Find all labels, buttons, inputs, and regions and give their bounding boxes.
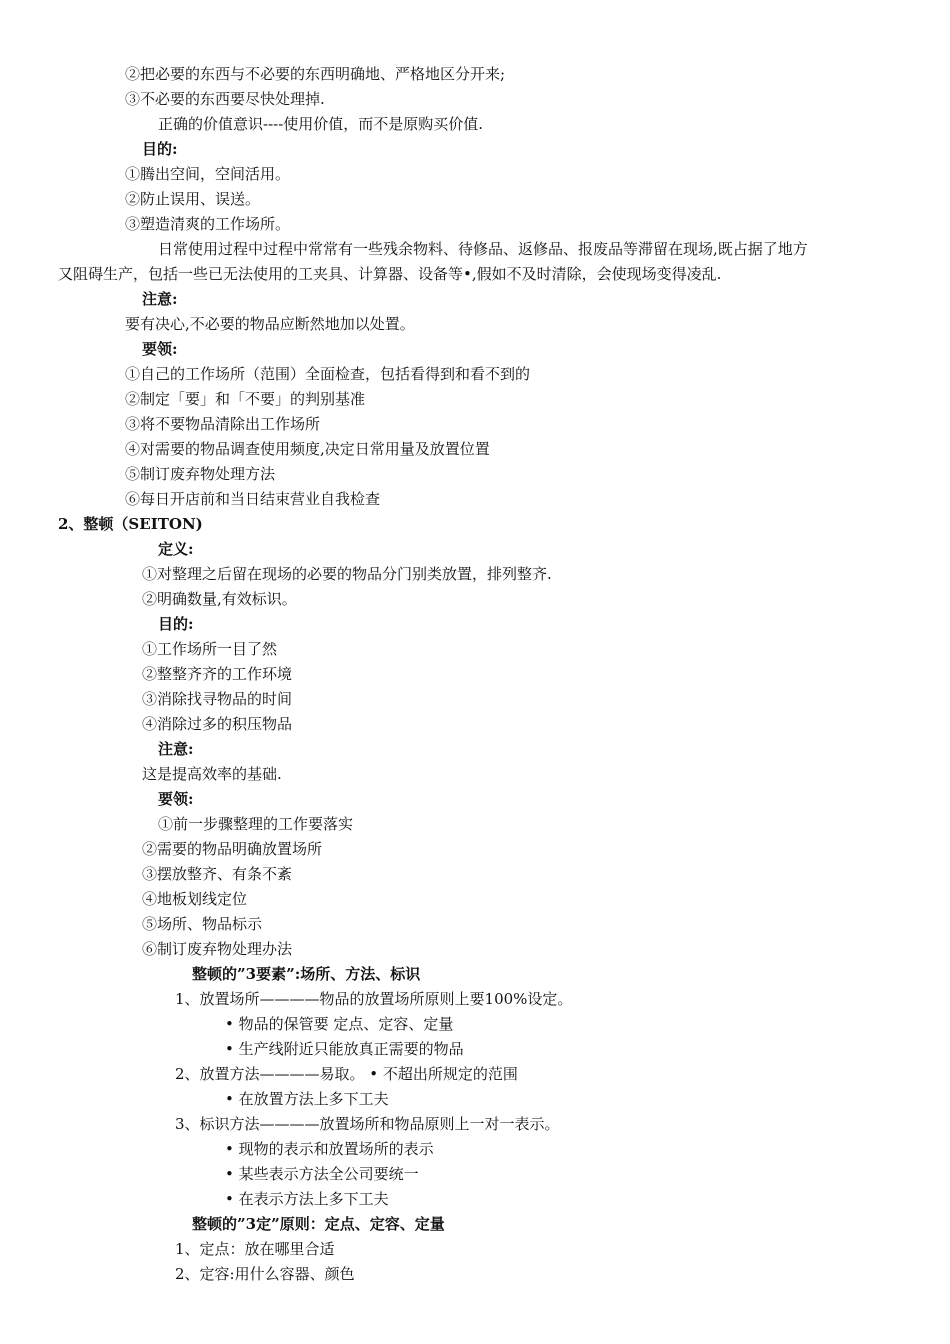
bullet-item: • 在表示方法上多下工夫 — [225, 1190, 389, 1208]
list-item: ①腾出空间，空间活用。 — [125, 165, 291, 183]
list-item: ②制定「要」和「不要」的判别基准 — [125, 390, 366, 408]
list-item: 1、定点：放在哪里合适 — [175, 1240, 335, 1258]
section-heading-purpose: 目的: — [142, 140, 178, 158]
list-item: ⑤场所、物品标示 — [142, 915, 263, 933]
list-item: ⑤制订废弃物处理方法 — [125, 465, 276, 483]
section-heading-key-points: 要领: — [158, 790, 194, 808]
list-item: ②需要的物品明确放置场所 — [142, 840, 323, 858]
list-item: ⑥每日开店前和当日结束营业自我检查 — [125, 490, 381, 508]
list-item: ③摆放整齐、有条不紊 — [142, 865, 293, 883]
list-item: ④地板划线定位 — [142, 890, 248, 908]
bullet-item: • 现物的表示和放置场所的表示 — [225, 1140, 434, 1158]
list-item: ①自己的工作场所（范围）全面检查，包括看得到和看不到的 — [125, 365, 531, 383]
list-item: ②防止误用、误送。 — [125, 190, 261, 208]
section-heading-definition: 定义: — [158, 540, 194, 558]
list-item: ③塑造清爽的工作场所。 — [125, 215, 291, 233]
list-item: ②把必要的东西与不必要的东西明确地、严格地区分开来; — [125, 65, 506, 83]
list-item: ①工作场所一目了然 — [142, 640, 278, 658]
list-item: 2、定容:用什么容器、颜色 — [175, 1265, 355, 1283]
bullet-item: • 在放置方法上多下工夫 — [225, 1090, 389, 1108]
bullet-item: • 某些表示方法全公司要统一 — [225, 1165, 419, 1183]
list-item: ④对需要的物品调查使用频度,决定日常用量及放置位置 — [125, 440, 490, 458]
list-item: ②明确数量,有效标识。 — [142, 590, 297, 608]
list-item: ①对整理之后留在现场的必要的物品分门别类放置，排列整齐. — [142, 565, 552, 583]
bullet-item: • 物品的保管要 定点、定容、定量 — [225, 1015, 454, 1033]
body-text: 要有决心,不必要的物品应断然地加以处置。 — [125, 315, 415, 333]
paragraph-line: 又阻碍生产，包括一些已无法使用的工夹具、计算器、设备等•,假如不及时清除，会使现场变得凌乱. — [58, 265, 722, 283]
section-heading-key-points: 要领: — [142, 340, 178, 358]
section-heading-note: 注意: — [142, 290, 178, 308]
list-item: ①前一步骤整理的工作要落实 — [158, 815, 354, 833]
section-heading-note: 注意: — [158, 740, 194, 758]
list-item: ③不必要的东西要尽快处理掉. — [125, 90, 325, 108]
bullet-item: • 生产线附近只能放真正需要的物品 — [225, 1040, 464, 1058]
section-heading-purpose: 目的: — [158, 615, 194, 633]
paragraph-line: 日常使用过程中过程中常常有一些残余物料、待修品、返修品、报废品等滞留在现场,既占据了地方 — [158, 240, 808, 258]
list-item: ②整整齐齐的工作环境 — [142, 665, 293, 683]
list-item: ⑥制订废弃物处理办法 — [142, 940, 293, 958]
section-title-seiton: 2、整顿（SEITON) — [58, 515, 203, 533]
list-item: 1、放置场所————物品的放置场所原则上要100%设定。 — [175, 990, 573, 1008]
body-text: 这是提高效率的基础. — [142, 765, 282, 783]
list-item: ③消除找寻物品的时间 — [142, 690, 293, 708]
subsection-heading-three-elements: 整顿的”3要素”:场所、方法、标识 — [192, 965, 421, 983]
list-item: ④消除过多的积压物品 — [142, 715, 293, 733]
subsection-heading-three-fix: 整顿的”3定”原则：定点、定容、定量 — [192, 1215, 445, 1233]
body-text: 正确的价值意识----使用价值，而不是原购买价值. — [158, 115, 484, 133]
list-item: 2、放置方法————易取。 • 不超出所规定的范围 — [175, 1065, 518, 1083]
list-item: ③将不要物品清除出工作场所 — [125, 415, 321, 433]
list-item: 3、标识方法————放置场所和物品原则上一对一表示。 — [175, 1115, 560, 1133]
